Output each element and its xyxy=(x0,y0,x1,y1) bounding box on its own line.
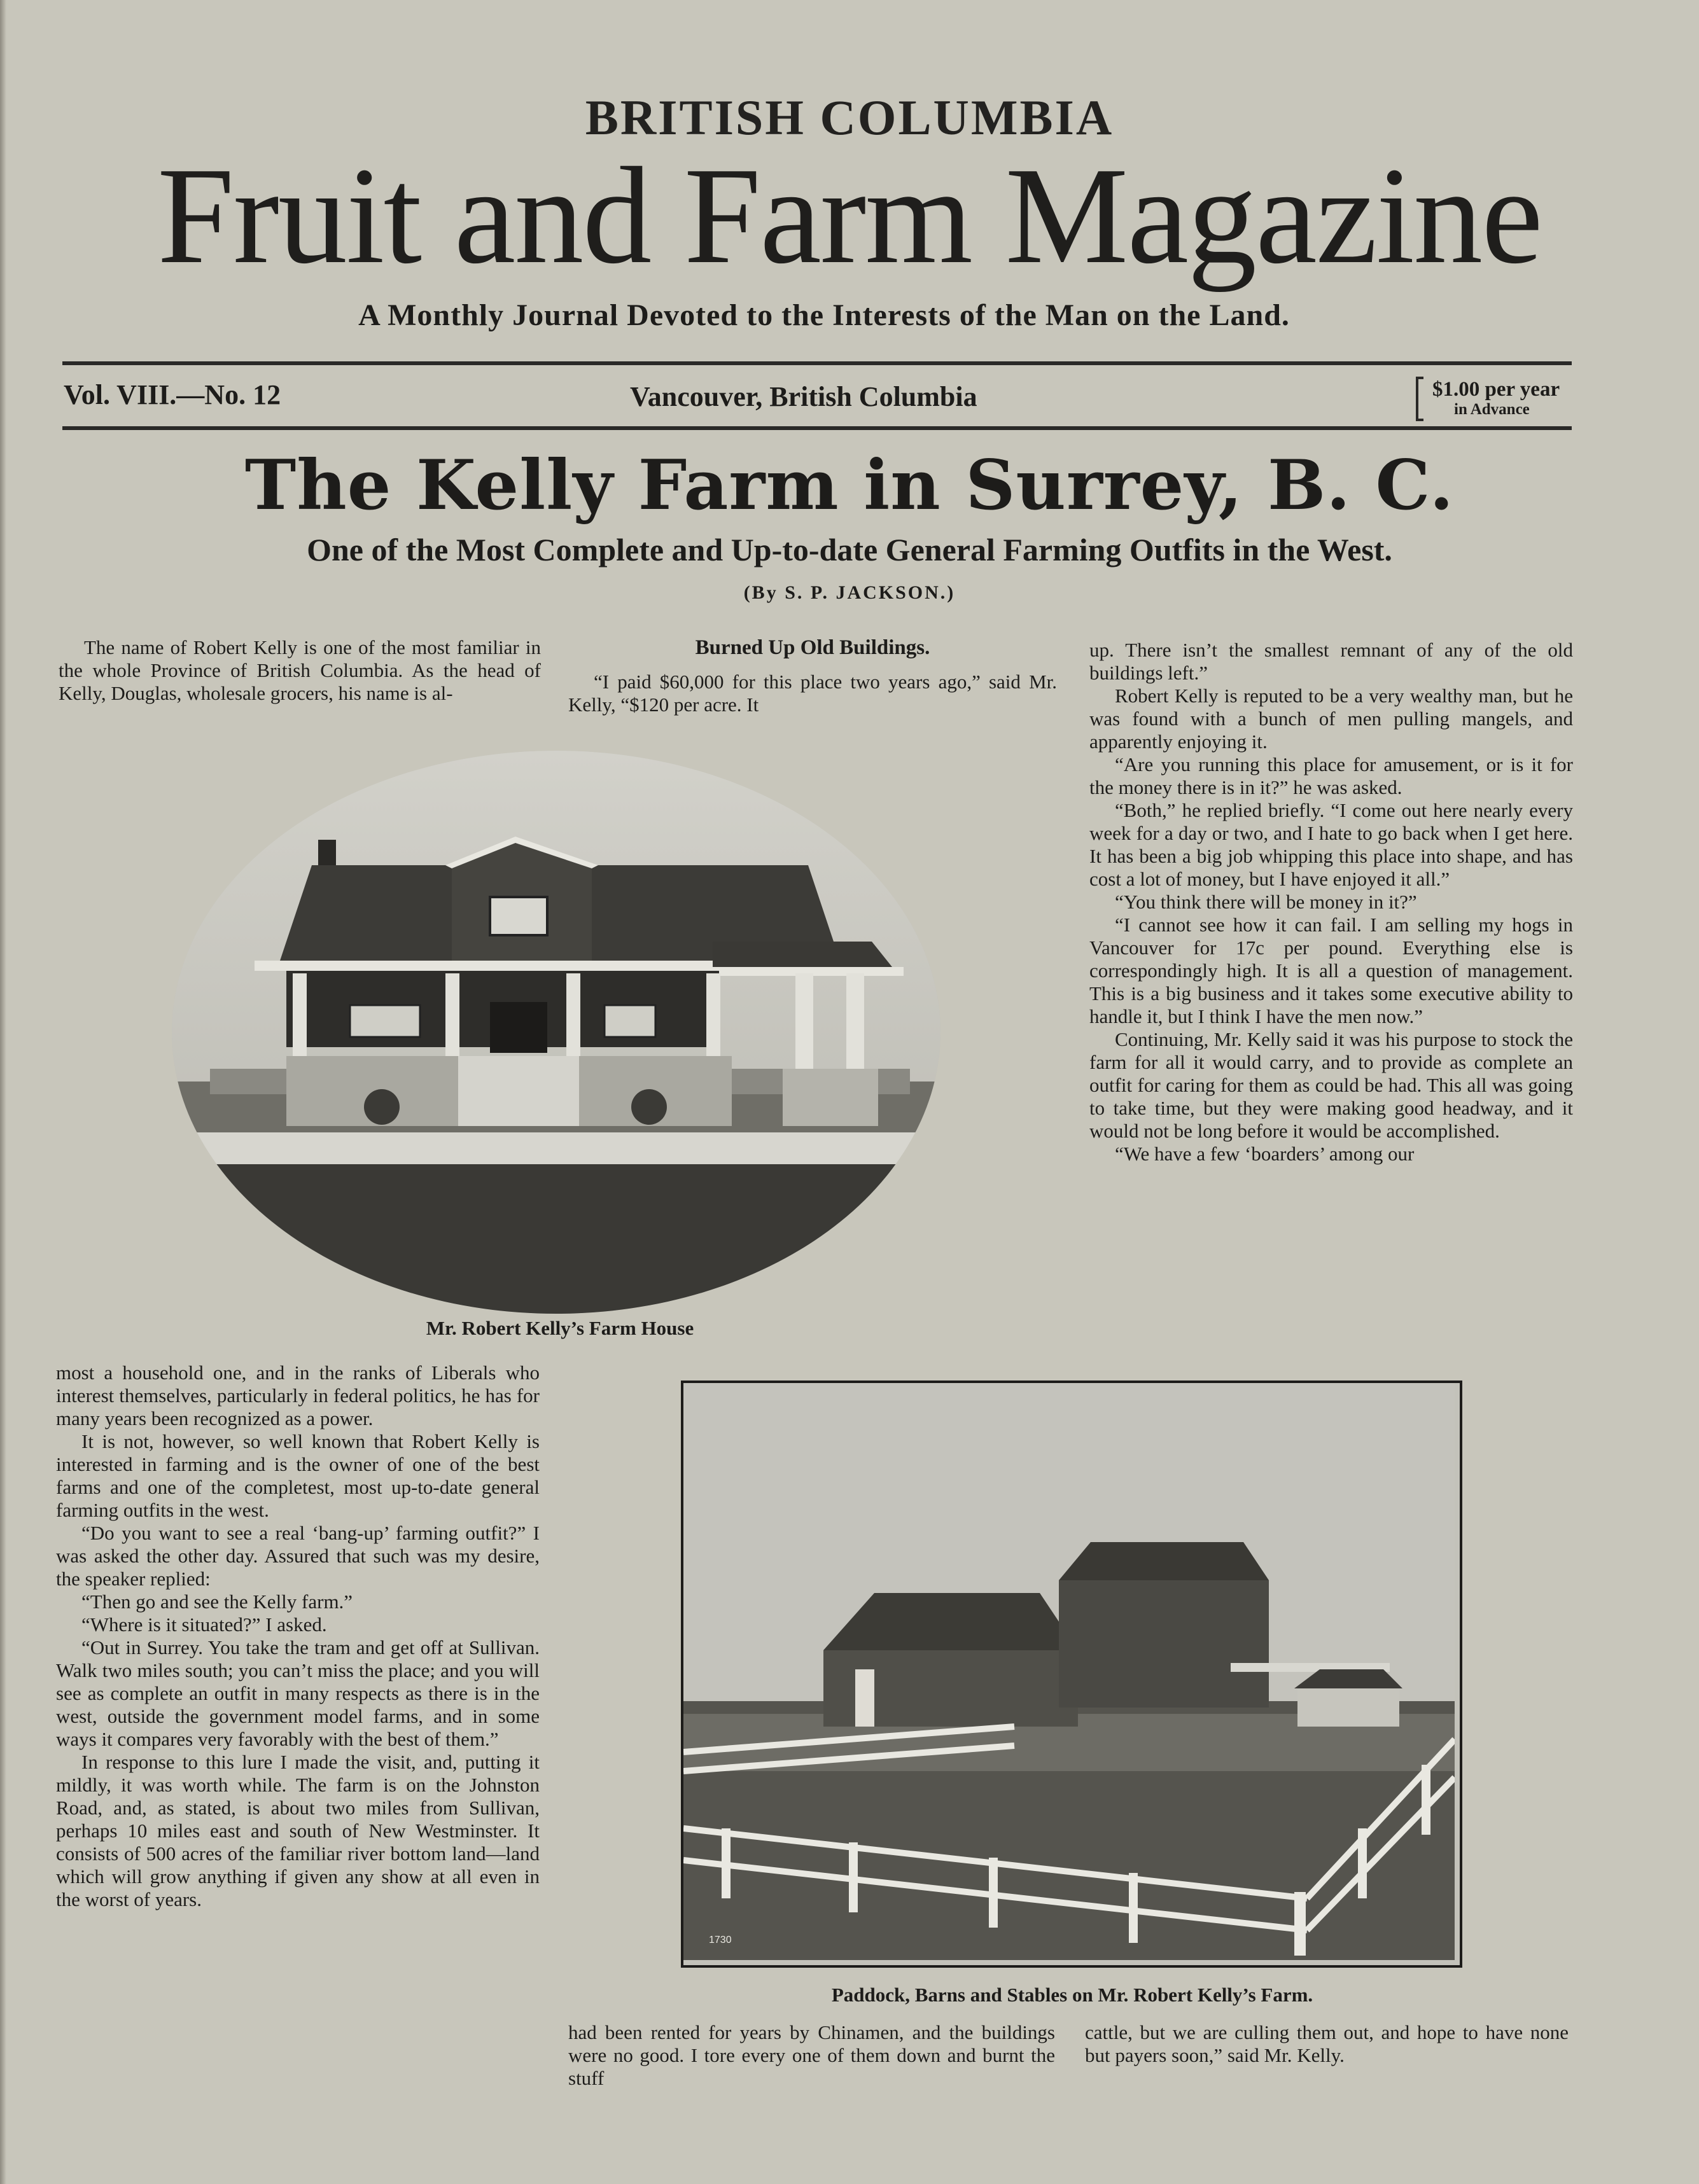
paragraph: had been rented for years by Chinamen, and the buildings were no good. I tore every one of them down and burnt the stuff xyxy=(568,2021,1055,2089)
photo-plate-number: 1730 xyxy=(709,1935,732,1945)
article-byline: (By S. P. JACKSON.) xyxy=(743,582,956,603)
issue-rule-top xyxy=(62,361,1572,365)
paragraph: It is not, however, so well known that Robert Kelly is interested in farming and is the owner of one of the best farms and one of the completest, most up-to-date general farming outfits in the west. xyxy=(56,1430,540,1521)
paragraph: “You think there will be money in it?” xyxy=(1115,891,1417,913)
paragraph: “Are you running this place for amusement, or is it for the money there is in it?” he was asked. xyxy=(1089,753,1573,798)
masthead-title: Fruit and Farm Magazine xyxy=(157,139,1542,293)
paragraph: In response to this lure I made the visit, and, putting it mildly, it was worth while. The farm is on the Johnston Road, and, as stated, is about two miles from Sullivan, perhaps 10 miles east and south of New Westminster. It consists of 500 acres of the familiar river bottom land—land which will grow anything if given any show at all even in the worst of years. xyxy=(56,1751,540,1910)
issue-volume: Vol. VIII.—No. 12 xyxy=(64,379,281,410)
paragraph: “I paid $60,000 for this place two years ago,” said Mr. Kelly, “$120 per acre. It xyxy=(568,671,1057,716)
barns-caption: Paddock, Barns and Stables on Mr. Robert Kelly’s Farm. xyxy=(831,1984,1313,2006)
barns-photo xyxy=(681,1381,1462,1968)
paragraph: “Where is it situated?” I asked. xyxy=(81,1613,327,1636)
paragraph: Robert Kelly is reputed to be a very wealthy man, but he was found with a bunch of men pulling mangels, and apparently enjoying it. xyxy=(1089,685,1573,753)
column-3 xyxy=(1089,639,1573,1165)
barns-illustration xyxy=(683,1383,1455,1960)
paragraph: “Both,” he replied briefly. “I come out here nearly every week for a day or two, and I hate to go back when I get here. It has been a big job whipping this place into shape, and has cost a lot of money, but I have enjoyed it all.” xyxy=(1089,799,1573,890)
paragraph: most a household one, and in the ranks of Liberals who interest themselves, particularly in federal politics, he has for many years been recognized as a power. xyxy=(56,1361,540,1429)
paragraph: up. There isn’t the smallest remnant of any of the old buildings left.” xyxy=(1089,639,1573,684)
column-1-top xyxy=(59,636,541,705)
paragraph: “Out in Surrey. You take the tram and get off at Sullivan. Walk two miles south; you can’t miss the place; and you will see as complete an outfit in many respects as there is in the west, outside the government model farms, and in some ways it compares very favorably with the best of them.” xyxy=(56,1636,540,1750)
masthead-province: BRITISH COLUMBIA xyxy=(585,90,1114,145)
section-heading: Burned Up Old Buildings. xyxy=(695,636,930,659)
paragraph: cattle, but we are culling them out, and hope to have none but payers soon,” said Mr. Kelly. xyxy=(1085,2021,1569,2066)
issue-rule-bottom xyxy=(62,426,1572,430)
paragraph: “Then go and see the Kelly farm.” xyxy=(81,1590,353,1613)
farmhouse-photo xyxy=(172,751,940,1314)
paragraph: “We have a few ‘boarders’ among our xyxy=(1115,1143,1415,1165)
article-deck: One of the Most Complete and Up-to-date General Farming Outfits in the West. xyxy=(307,532,1392,567)
paragraph: “Do you want to see a real ‘bang-up’ farming outfit?” I was asked the other day. Assured that such was my desire, the speaker replied: xyxy=(56,1522,540,1590)
article-headline: The Kelly Farm in Surrey, B. C. xyxy=(244,445,1455,525)
price-note: in Advance xyxy=(1454,401,1530,418)
farmhouse-illustration xyxy=(172,751,940,1314)
issue-place: Vancouver, British Columbia xyxy=(630,381,977,412)
column-1-bottom xyxy=(56,1361,540,1911)
farmhouse-caption: Mr. Robert Kelly’s Farm House xyxy=(426,1317,694,1339)
paragraph: Continuing, Mr. Kelly said it was his purpose to stock the farm for all it would carry, and to provide as complete an outfit for caring for them as could be had. This all was going to take time, but they were making good headway, and it would not be long before it would be accomplished. xyxy=(1089,1028,1573,1142)
paragraph: “I cannot see how it can fail. I am selling my hogs in Vancouver for 17c per pound. Everything else is correspondingly high. It is all a question of management. This is a big business and it takes some executive ability to handle it, but I think I have the men now.” xyxy=(1089,914,1573,1027)
column-2-top xyxy=(568,636,1057,716)
price-bracket xyxy=(1416,377,1423,421)
column-3-bottom xyxy=(1085,2021,1569,2067)
paragraph: The name of Robert Kelly is one of the most familiar in the whole Province of British Columbia. As the head of Kelly, Douglas, wholesale grocers, his name is al- xyxy=(59,636,541,704)
price-amount: $1.00 per year xyxy=(1432,378,1560,401)
masthead-tagline: A Monthly Journal Devoted to the Interests of the Man on the Land. xyxy=(358,298,1290,332)
column-2-bottom xyxy=(568,2021,1055,2090)
